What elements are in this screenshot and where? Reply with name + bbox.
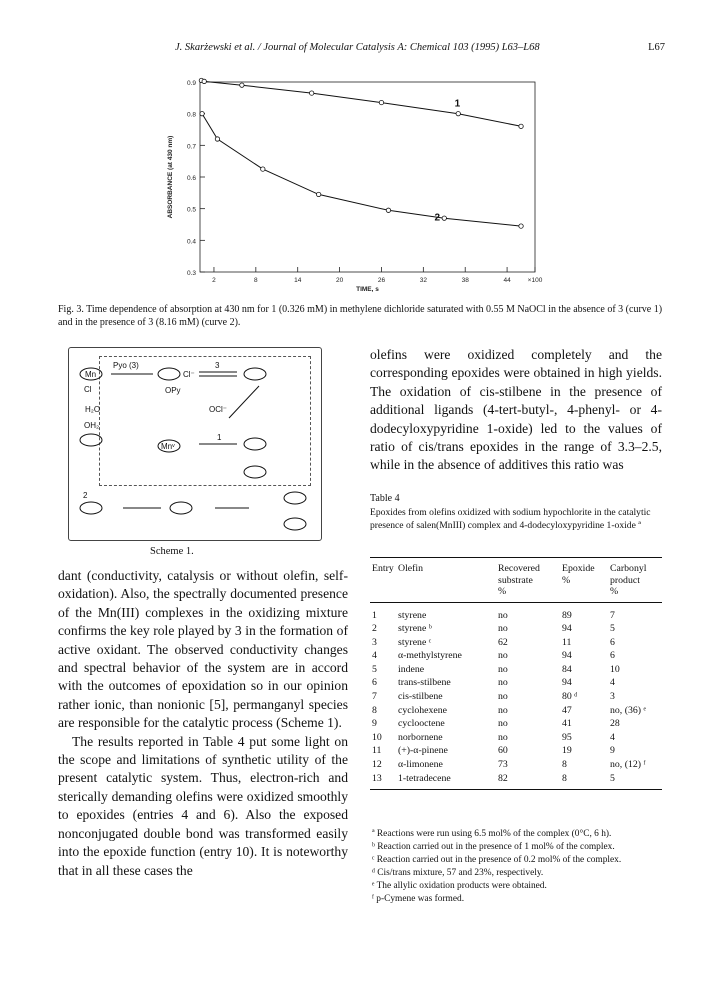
x-tick-label: 8 bbox=[254, 277, 258, 284]
cell-olefin: cyclooctene bbox=[398, 718, 445, 730]
cell-epoxide: 89 bbox=[562, 609, 572, 621]
scheme-label-pyo: Pyo (3) bbox=[113, 361, 139, 370]
mn-ring-3 bbox=[244, 368, 266, 380]
data-point bbox=[386, 208, 390, 212]
y-tick-label: 0.5 bbox=[186, 206, 196, 214]
cell-olefin: styrene ᵇ bbox=[398, 623, 432, 635]
cell-entry: 13 bbox=[370, 772, 396, 790]
x-tick-label: 2 bbox=[212, 277, 216, 284]
cell-entry: 3 bbox=[372, 636, 377, 648]
cell-recovered: no bbox=[498, 623, 508, 635]
mn-ring-9 bbox=[170, 502, 192, 514]
th-recovered: Recovered substrate % bbox=[496, 558, 560, 603]
series-label: 1 bbox=[454, 98, 461, 110]
footnote: ᵈ Cis/trans mixture, 57 and 23%, respectively. bbox=[372, 868, 544, 879]
cell-carbonyl: 4 bbox=[610, 677, 615, 689]
y-tick-label: 0.9 bbox=[186, 80, 196, 87]
footnote: ᵇ Reaction carried out in the presence of 1 mol% of the complex. bbox=[372, 842, 615, 853]
mn-ring-8 bbox=[80, 502, 102, 514]
scheme-label-mnv: Mnᵛ bbox=[161, 442, 175, 451]
cell-entry: 11 bbox=[372, 745, 382, 757]
table-row bbox=[370, 758, 662, 772]
data-point bbox=[240, 83, 244, 87]
mn-ring-2 bbox=[158, 368, 180, 380]
cell-entry: 2 bbox=[372, 623, 377, 635]
scheme-label-clminus: Cl⁻ bbox=[183, 370, 195, 379]
cell-carbonyl: 6 bbox=[610, 636, 615, 648]
page-header bbox=[55, 42, 665, 58]
cell-epoxide: 84 bbox=[562, 663, 572, 675]
cell-carbonyl: 3 bbox=[610, 691, 615, 703]
table-title: Table 4 bbox=[370, 493, 400, 504]
cell-carbonyl: no, (36) ᵉ bbox=[610, 704, 646, 716]
data-point bbox=[215, 137, 219, 141]
x-tick-label: 44 bbox=[503, 277, 511, 284]
scheme-label-ocl: OCl⁻ bbox=[209, 405, 227, 414]
table-row bbox=[370, 663, 662, 677]
figure-caption-text: Time dependence of absorption at 430 nm for 1 (0.326 mM) in methylene dichloride saturated with 0.55 M NaOCl in the absence of 3 (curve 1) and in the presence of 3 (8.16 mM) (curve 2). bbox=[58, 304, 663, 328]
data-point bbox=[316, 192, 320, 196]
left-column bbox=[58, 567, 348, 880]
cell-carbonyl: no, (12) ᶠ bbox=[610, 759, 646, 771]
scheme-arrow-4 bbox=[229, 386, 259, 418]
scheme-label-2: 2 bbox=[83, 491, 88, 500]
scheme-label-3: 3 bbox=[215, 361, 220, 370]
table-caption: Epoxides from olefins oxidized with sodium hypochlorite in the catalytic presence of salen(MnIII) complex and 4-dodecyloxypyridine 1-oxide ª bbox=[370, 507, 651, 531]
table-row bbox=[370, 622, 662, 636]
cell-carbonyl: 10 bbox=[610, 663, 620, 675]
data-point bbox=[202, 79, 206, 83]
x-tick-label: 32 bbox=[419, 277, 427, 284]
cell-recovered: no bbox=[498, 691, 508, 703]
table-row bbox=[370, 676, 662, 690]
data-point bbox=[200, 111, 204, 115]
y-tick-label: 0.8 bbox=[186, 111, 196, 119]
data-point bbox=[309, 91, 313, 95]
y-tick-label: 0.7 bbox=[186, 143, 196, 151]
mn-ring-7 bbox=[244, 466, 266, 478]
scheme-label-opy: OPy bbox=[165, 386, 181, 395]
figure-caption bbox=[58, 303, 668, 329]
chart-axes bbox=[200, 82, 535, 272]
cell-entry: 5 bbox=[372, 663, 377, 675]
cell-entry: 10 bbox=[372, 731, 382, 743]
cell-epoxide: 94 bbox=[562, 677, 572, 689]
series-1 bbox=[199, 78, 523, 128]
cell-recovered: no bbox=[498, 650, 508, 662]
footnote: ᶜ Reaction carried out in the presence of 0.2 mol% of the complex. bbox=[372, 855, 622, 866]
th-entry: Entry bbox=[370, 558, 396, 603]
th-epoxide: Epoxide % bbox=[560, 558, 608, 603]
footnote: ᵉ The allylic oxidation products were obtained. bbox=[372, 881, 547, 892]
data-point bbox=[379, 100, 383, 104]
table-row bbox=[370, 704, 662, 718]
x-tick-label: ×100 bbox=[527, 277, 543, 284]
data-point bbox=[456, 111, 460, 115]
scheme-label-mn: Mn bbox=[85, 370, 97, 379]
cell-epoxide: 11 bbox=[562, 636, 572, 648]
x-axis-label: TIME, s bbox=[356, 286, 379, 293]
footnote: ᶠ p-Cymene was formed. bbox=[372, 894, 465, 905]
left-paragraph-1: dant (conductivity, catalysis or without olefin, self-oxidation). Also, the spectrally documented presence of the Mn(III) complexes in the oxidizing mixture confirms the key role played by 3 in the formation of active oxidant. The observed conductivity changes and spectral behavior of the system are in accord with the outcomes of epoxidation so in our opinion rather ionic, than nonionic [5], permanganyl species are responsible for the catalytic process (Scheme 1). bbox=[58, 568, 348, 731]
scheme-diagram bbox=[68, 347, 322, 541]
scheme-drawing bbox=[69, 348, 321, 540]
series-line bbox=[202, 114, 521, 226]
cell-carbonyl: 28 bbox=[610, 718, 620, 730]
th-carbonyl: Carbonyl product % bbox=[608, 558, 662, 603]
cell-epoxide: 94 bbox=[562, 623, 572, 635]
table-row bbox=[370, 649, 662, 663]
plot-frame bbox=[200, 82, 535, 272]
cell-olefin: norbornene bbox=[398, 731, 443, 743]
cell-recovered: 60 bbox=[498, 745, 508, 757]
cell-carbonyl: 5 bbox=[608, 772, 662, 790]
right-paragraph-1: olefins were oxidized completely and the corresponding epoxides were obtained in high yields. The oxidation of cis-stilbene in the presence of additional ligands (4-tert-butyl-, 4-phenyl- or 4-dodecyloxypyridine 1-oxide) led to the values of ratio of cis/trans epoxides in the range of 3.3–2.5, while in the absence of additives this ratio was bbox=[370, 347, 662, 473]
cell-carbonyl: 6 bbox=[610, 650, 615, 662]
scheme-caption: Scheme 1. bbox=[150, 546, 194, 557]
table-body bbox=[370, 602, 662, 790]
cell-olefin: cis-stilbene bbox=[398, 691, 443, 703]
cell-recovered: no bbox=[498, 704, 508, 716]
epoxide-table bbox=[370, 557, 662, 790]
cell-entry: 4 bbox=[372, 650, 377, 662]
cell-entry: 9 bbox=[372, 718, 377, 730]
cell-recovered: no bbox=[498, 677, 508, 689]
cell-olefin: cyclohexene bbox=[398, 704, 447, 716]
cell-olefin: indene bbox=[398, 663, 425, 675]
cell-olefin: styrene ᶜ bbox=[398, 636, 432, 648]
scheme-label-oh2: OH₂ bbox=[84, 421, 100, 430]
table-footnotes bbox=[372, 828, 664, 907]
cell-epoxide: 94 bbox=[562, 650, 572, 662]
cell-olefin: (+)-α-pinene bbox=[398, 745, 448, 757]
table-row bbox=[370, 690, 662, 704]
cell-epoxide: 19 bbox=[562, 745, 572, 757]
table-row bbox=[370, 772, 662, 790]
cell-epoxide: 8 bbox=[562, 759, 567, 771]
y-axis-label: ABSORBANCE (at 430 nm) bbox=[167, 135, 174, 219]
cell-entry: 7 bbox=[372, 691, 377, 703]
table-row bbox=[370, 602, 662, 622]
mn-ring-10 bbox=[284, 492, 306, 504]
y-tick-label: 0.3 bbox=[186, 270, 196, 277]
chart-labels bbox=[167, 80, 543, 293]
table-row bbox=[370, 731, 662, 745]
data-point bbox=[519, 124, 523, 128]
cell-olefin: α-limonene bbox=[398, 759, 443, 771]
cell-recovered: no bbox=[498, 609, 508, 621]
series-line bbox=[201, 80, 521, 126]
scheme-label-h2o: H₂O bbox=[85, 405, 101, 414]
cell-carbonyl: 5 bbox=[610, 623, 615, 635]
table-row bbox=[370, 717, 662, 731]
table-row bbox=[370, 744, 662, 758]
cell-epoxide: 95 bbox=[562, 731, 572, 743]
cell-olefin: trans-stilbene bbox=[398, 677, 451, 689]
x-tick-label: 38 bbox=[461, 277, 469, 284]
cell-carbonyl: 4 bbox=[610, 731, 615, 743]
series-label: 2 bbox=[434, 212, 441, 224]
cell-entry: 8 bbox=[372, 704, 377, 716]
cell-entry: 12 bbox=[372, 759, 382, 771]
running-head: J. Skarżewski et al. / Journal of Molecular Catalysis A: Chemical 103 (1995) L63–L68 bbox=[175, 42, 540, 53]
x-tick-label: 26 bbox=[377, 277, 386, 284]
chart-series bbox=[199, 78, 523, 228]
mn-ring-6 bbox=[244, 438, 266, 450]
mn-ring-4 bbox=[80, 434, 102, 446]
cell-olefin: α-methylstyrene bbox=[398, 650, 462, 662]
cell-carbonyl: 7 bbox=[610, 609, 615, 621]
cell-recovered: 73 bbox=[498, 759, 508, 771]
cell-recovered: no bbox=[498, 718, 508, 730]
data-point bbox=[519, 224, 523, 228]
cell-recovered: 62 bbox=[498, 636, 508, 648]
cell-epoxide: 80 ᵈ bbox=[562, 691, 578, 703]
cell-epoxide: 41 bbox=[562, 718, 572, 730]
right-column bbox=[370, 346, 662, 475]
cell-carbonyl: 9 bbox=[610, 745, 615, 757]
scheme-label-1: 1 bbox=[217, 433, 222, 442]
cell-olefin: styrene bbox=[398, 609, 427, 621]
figure-label: Fig. 3. bbox=[58, 304, 84, 315]
cell-entry: 1 bbox=[372, 609, 377, 621]
x-tick-label: 20 bbox=[335, 277, 344, 284]
cell-recovered: 82 bbox=[496, 772, 560, 790]
series-2 bbox=[200, 111, 523, 228]
cell-entry: 6 bbox=[372, 677, 377, 689]
mn-ring-11 bbox=[284, 518, 306, 530]
table-row bbox=[370, 636, 662, 650]
y-tick-label: 0.6 bbox=[186, 175, 196, 182]
footnote: ª Reactions were run using 6.5 mol% of the complex (0°C, 6 h). bbox=[372, 829, 612, 839]
cell-epoxide: 47 bbox=[562, 704, 572, 716]
y-tick-label: 0.4 bbox=[186, 238, 196, 246]
cell-recovered: no bbox=[498, 731, 508, 743]
data-point bbox=[442, 216, 446, 220]
cell-epoxide: 8 bbox=[560, 772, 608, 790]
x-tick-label: 14 bbox=[294, 277, 302, 284]
cell-recovered: no bbox=[498, 663, 508, 675]
cell-olefin: 1-tetradecene bbox=[396, 772, 496, 790]
page-number: L67 bbox=[648, 42, 665, 53]
left-paragraph-2: The results reported in Table 4 put some light on the scope and limitations of synthetic utility of the present catalytic system. Thus, electron-rich and sterically demanding olefins were oxidized smoothly to epoxides (entries 4 and 6). Also the exposed nonconjugated double bond was transformed easily into the epoxide function (entry 10). It is noteworthy that in all these cases the bbox=[58, 733, 348, 878]
data-point bbox=[261, 167, 265, 171]
scheme-label-cl: Cl bbox=[84, 385, 92, 394]
absorbance-chart bbox=[160, 72, 550, 302]
th-olefin: Olefin bbox=[396, 558, 496, 603]
